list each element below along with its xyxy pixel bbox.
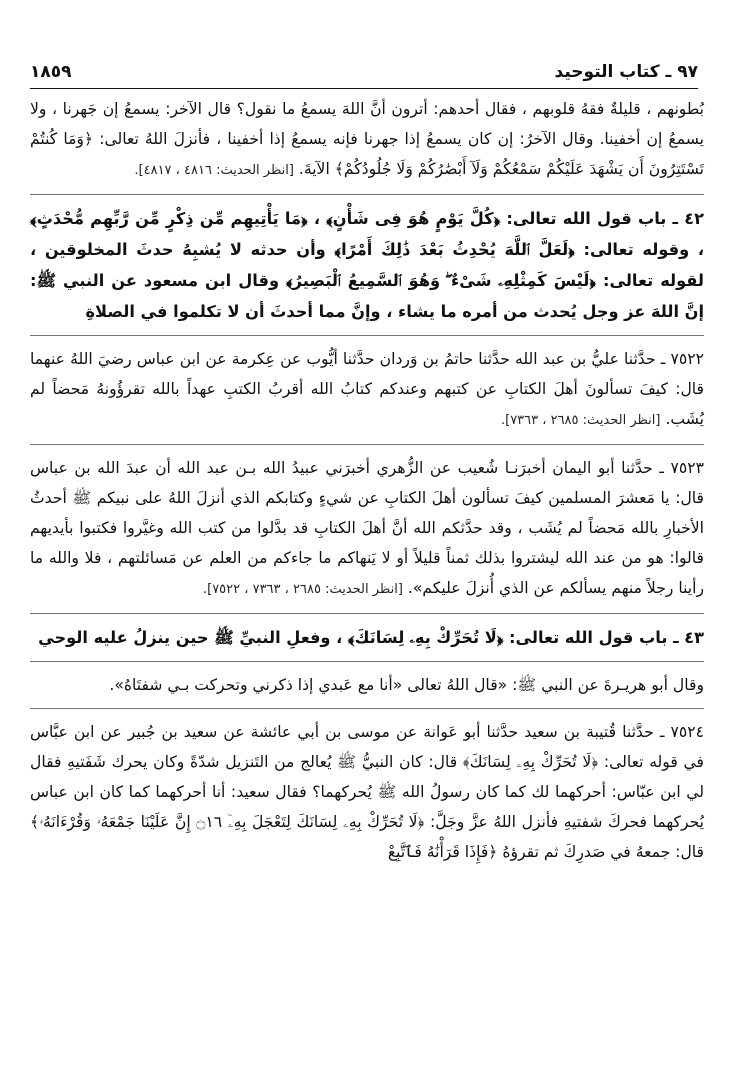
chapter-43-heading: ٤٣ ـ باب قول الله تعالى: ﴿لَا تُحَرِّكْ بِهِۦ لِسَانَكَ﴾ ، وفعلِ النبيِّ ﷺ حين ينزلُ عليه الوحي [38, 628, 704, 647]
hadith-7522-reference: [انظر الحديث: ٢٦٨٥ ، ٧٣٦٣]. [500, 413, 661, 428]
separator-rule [30, 613, 704, 614]
chapter-42-heading: ٤٢ ـ باب قول الله تعالى: ﴿كُلَّ يَوْمٍ هُوَ فِى شَأْنٍ﴾ ، ﴿مَا يَأْتِيهِم مِّن ذِكْرٍ مِّن رَّبِّهِم مُّحْدَثٍ﴾ ، وقوله تعالى: ﴿لَعَلَّ ٱللَّهَ يُحْدِثُ بَعْدَ ذَٰلِكَ أَمْرًا﴾ وأن حدثه لا يُشبِهُ حدثَ المخلوقين ، لقوله تعالى: ﴿لَيْسَ كَمِثْلِهِۦ شَىْءٌ ۖ وَهُوَ ٱلسَّمِيعُ ٱلْبَصِيرُ﴾ وقال ابن مسعود عن النبي ﷺ: إنَّ اللهَ عز وجل يُحدث من أمره ما يشاء ، وإنَّ مما أحدثَ أن لا تكلموا في الصلاةِ [30, 209, 704, 321]
intro-text: بُطونهم ، قليلةٌ فقهُ قلوبهم ، فقال أحدهم: أترون أنَّ اللهَ يسمعُ ما نقول؟ قال الآخر: يسمعُ إن جَهرنا ، ولا يسمعُ إن أخفينا. وقال الآخرُ: إن كان يسمعُ إذا جهرنا فإنه يسمعُ إذا أخفينا ، فأنزلَ اللهُ تعالى: ﴿وَمَا كُنتُمْ تَسْتَتِرُونَ أَن يَشْهَدَ عَلَيْكُمْ سَمْعُكُمْ وَلَآ أَبْصَٰرُكُمْ وَلَا جُلُودُكُمْ﴾ الآيةَ. [30, 100, 704, 178]
hadith-7522-text: ٧٥٢٢ ـ حدَّثنا عليُّ بن عبد الله حدَّثنا حاتمُ بن وَردان حدَّثنا أيُّوب عن عِكرمة عن ابن عباس رضيَ اللهُ عنهما قال: كيفَ تسألونَ أهلَ الكتابِ عن كتبهم وعندكم كتابُ الله أقربُ الكتبِ عهداً بالله تقرؤُونهُ مَحضاً لم يُشَب. [30, 350, 704, 428]
separator-rule [30, 444, 704, 445]
intro-reference: [انظر الحديث: ٤٨١٦ ، ٤٨١٧]. [134, 163, 294, 178]
hadith-7523-reference: [انظر الحديث: ٢٦٨٥ ، ٧٣٦٣ ، ٧٥٢٢]. [202, 582, 403, 597]
hadith-7524: ٧٥٢٤ ـ حدَّثنا قُتيبة بن سعيد حدَّثنا أبو عَوانة عن موسى بن أبي عائشة عن سعيد بن جُبير عن ابن عبَّاس في قوله تعالى: ﴿لَا تُحَرِّكْ بِهِۦ لِسَانَكَ﴾ قال: كان النبيُّ ﷺ يُعالج من التَنزيل شدّةً وكان يحرك شَفَتيهِ فقال لي ابن عبّاس: أحركهما لك كما كان رسولُ الله ﷺ يُحركهما؟ فقال سعيد: أنا أحركهما كما كان ابن عباس يُحركهما فحركَ شفتيهِ فأنزل اللهُ عزَّ وجَلَّ: ﴿لَا تُحَرِّكْ بِهِۦ لِسَانَكَ لِتَعْجَلَ بِهِۦٓ ۝١٦ إِنَّ عَلَيْنَا جَمْعَهُۥ وَقُرْءَانَهُۥ﴾ قال: جمعهُ في صَدرِكَ ثم تقرؤهُ ﴿فَإِذَا قَرَأْنَٰهُ فَٱتَّبِعْ [30, 723, 704, 861]
page-header [30, 56, 698, 89]
book-chapter-label: ٩٧ ـ كتاب التوحيد [554, 62, 698, 82]
separator-rule [30, 661, 704, 662]
hadith-7523 [30, 453, 704, 605]
hadith-7522 [30, 344, 704, 436]
separator-rule [30, 335, 704, 336]
page-number: ١٨٥٩ [30, 62, 72, 82]
intro-paragraph [30, 94, 704, 186]
page-body [30, 94, 704, 867]
hadith-7523-text: ٧٥٢٣ ـ حدَّثنا أبو اليمان أخبرَنـا شُعيب عن الزُّهري أخبرَني عبيدُ الله بـن عبد الله أن عبدَ الله بن عباس قال: يا مَعشرَ المسلمين كيفَ تسألون أهلَ الكتابِ عن شيءٍ وكتابكم الذي أنزلَ اللهُ على نبيكم ﷺ أحدثُ الأخبارِ بالله مَحضاً لم يُشَب ، وقد حدَّثكم الله أنَّ أهلَ الكتابِ قد بدَّلوا من كتب الله وغيَّروا فكتبوا بأيديهم قالوا: هو من عند الله ليشتروا بذلك ثمناً قليلاً أو لا يَنهاكم ما جاءكم من العلم عن مَسائلتهم ، فلا والله ما رأينا رجلاً منهم يسألكم عن الذي أُنزلَ عليكم». [30, 459, 704, 597]
separator-rule [30, 194, 704, 195]
separator-rule [30, 708, 704, 709]
chapter-43-note: وقال أبو هريـرةَ عن النبي ﷺ: «قال اللهُ تعالى «أنا مع عَبدي إذا ذكرني وتحركت بـي شفتَاهُ». [109, 676, 704, 694]
